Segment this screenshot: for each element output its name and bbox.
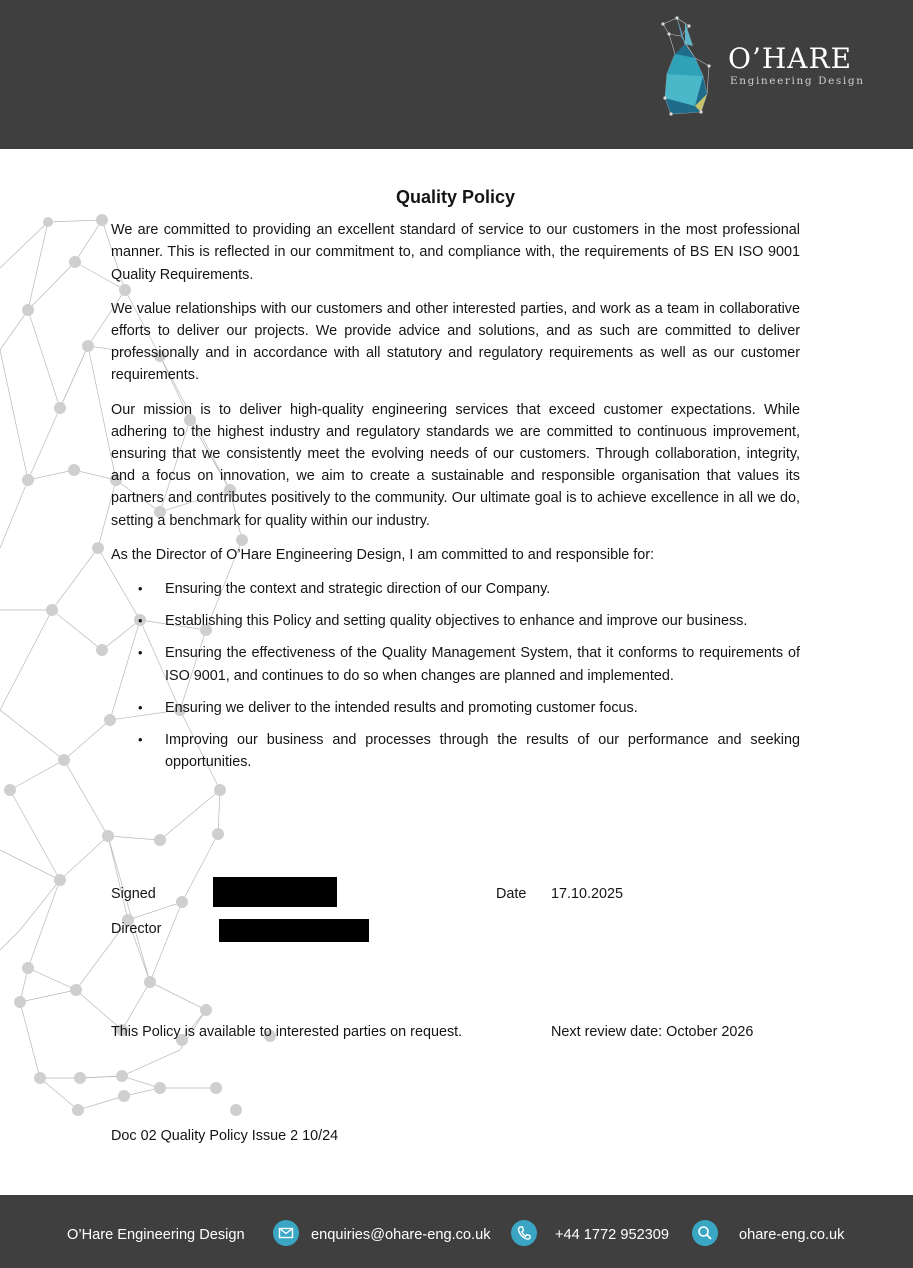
bullet-icon: • — [138, 581, 143, 597]
bullet-icon: • — [138, 699, 143, 715]
list-item: • Ensuring the context and strategic direction of our Company. — [111, 578, 800, 600]
responsibility-intro: As the Director of O’Hare Engineering Design, I am committed to and responsible for: — [111, 546, 655, 563]
footer-company-name: O’Hare Engineering Design — [67, 1227, 245, 1243]
redacted-signature — [213, 877, 337, 907]
page-header — [0, 0, 913, 149]
date-value: 17.10.2025 — [551, 886, 624, 902]
search-icon — [692, 1220, 718, 1246]
document-body — [111, 186, 800, 783]
signed-label: Signed — [111, 886, 156, 902]
policy-paragraph-mission: Our mission is to deliver high-quality engineering services that exceed customer expectations. While adhering to the highest industry and regulatory standards we are committed to continuous improvement, ensuring that we consistently meet the evolving needs of our customers. Through collaboration, integrity, and a focus on innovation, we aim to create a sustainable and responsible organisation that values its partners and contributes positively to the community. Our ultimate goal is to achieve excellence in all we do, setting a benchmark for quality within our industry. — [111, 401, 800, 529]
director-label: Director — [111, 921, 162, 937]
brand-name: O’HARE — [728, 42, 853, 75]
date-label: Date — [496, 886, 527, 902]
policy-paragraph-relationships: We value relationships with our customers and other interested parties, and work as a team in collaborative efforts to deliver our projects. We provide advice and solutions, and as such are committed to deliver professionally and in accordance with all statutory and regulatory requirements as well as our customer requirements. — [111, 300, 800, 384]
brand-subtitle: Engineering Design — [730, 75, 865, 87]
page-footer — [0, 1195, 913, 1268]
policy-paragraph-commitment: We are committed to providing an excellent standard of service to our customers in the most professional manner. This is reflected in our commitment to, and compliance with, the requirements of BS EN ISO 9001 Quality Requirements. — [111, 222, 800, 283]
phone-icon — [511, 1220, 537, 1246]
footer-phone-link[interactable]: +44 1772 952309 — [555, 1227, 670, 1243]
document-reference: Doc 02 Quality Policy Issue 2 10/24 — [111, 1128, 339, 1144]
bullet-icon: • — [138, 613, 143, 629]
list-item: • Ensuring the effectiveness of the Quality Management System, that it conforms to requirements of ISO 9001, and continues to do so when changes are planned and implemented. — [111, 642, 800, 686]
redacted-director-name — [219, 919, 369, 942]
responsibility-list — [111, 578, 800, 773]
footer-email-link[interactable]: enquiries@ohare-eng.co.uk — [311, 1227, 491, 1243]
page-title: Quality Policy — [395, 187, 516, 207]
footer-website-link[interactable]: ohare-eng.co.uk — [739, 1227, 845, 1243]
list-item: • Ensuring we deliver to the intended results and promoting customer focus. — [111, 697, 800, 719]
bullet-icon: • — [138, 645, 143, 661]
list-item: • Improving our business and processes through the results of our performance and seeking opportunities. — [111, 729, 800, 773]
bullet-icon: • — [138, 732, 143, 748]
next-review-date: Next review date: October 2026 — [551, 1024, 754, 1040]
availability-note: This Policy is available to interested parties on request. — [111, 1024, 463, 1040]
list-item: • Establishing this Policy and setting quality objectives to enhance and improve our business. — [111, 610, 800, 632]
mail-icon — [273, 1220, 299, 1246]
